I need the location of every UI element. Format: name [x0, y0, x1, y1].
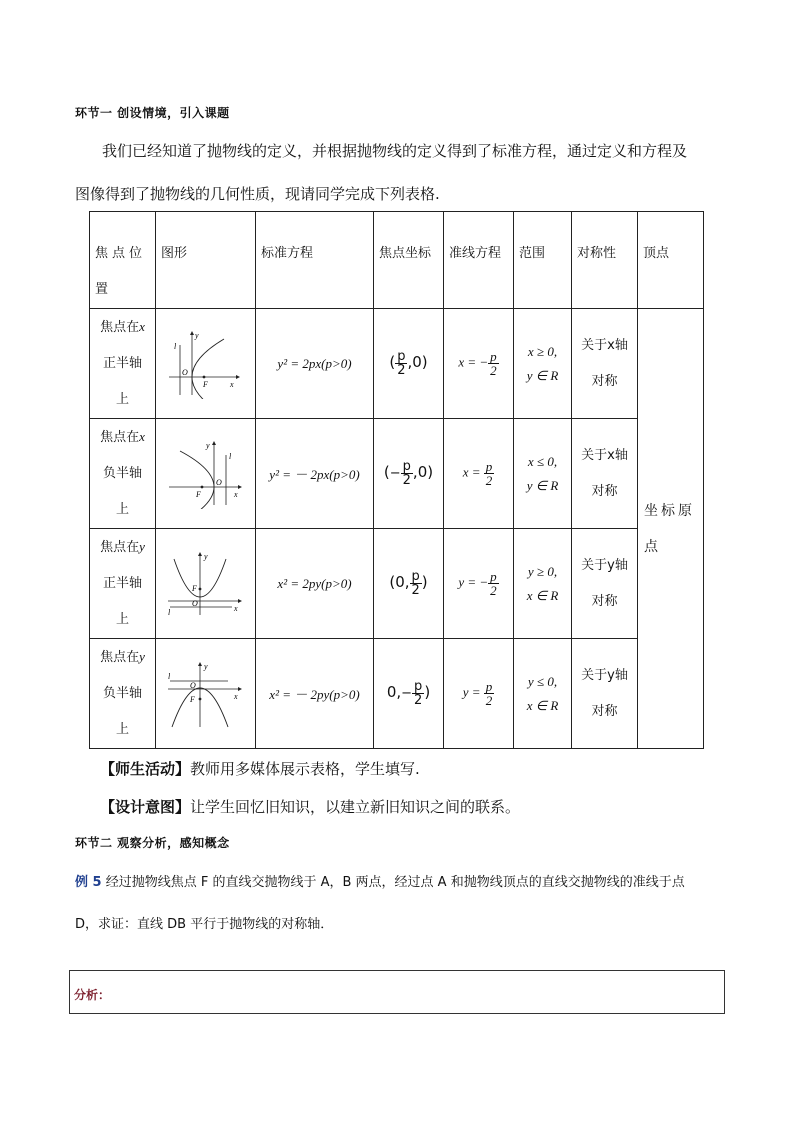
- header-vertex: 顶点: [643, 246, 670, 261]
- header-equation: 标准方程: [261, 246, 314, 261]
- table-header-row: [90, 212, 704, 309]
- svg-text:l: l: [167, 671, 170, 681]
- position-label: 焦点在y 正半轴 上: [100, 539, 145, 627]
- table-row: 焦点在y 负半轴 上 y l O F x x² = － 2py(p>0) 0,− $\frac{p}{2}$ ) y = $\frac{p}{2}$ y ≤ 0, x ∈ R 关于y轴 对称: [90, 639, 704, 749]
- svg-text:l: l: [228, 451, 231, 461]
- svg-text:F: F: [202, 379, 208, 389]
- standard-equation: x² = 2py(p>0): [277, 575, 352, 591]
- svg-text:l: l: [167, 607, 170, 617]
- activity-label: 【师生活动】: [100, 760, 191, 778]
- section-title: 环节一 创设情境，引入课题: [75, 106, 230, 120]
- parabola-graph-left: [166, 439, 246, 509]
- design-intent-note: [100, 796, 520, 817]
- svg-text:O: O: [191, 598, 198, 608]
- svg-text:F: F: [189, 694, 195, 704]
- table-row: 焦点在y 正半轴 上 y F O l x x² = 2py(p>0) (0, $\frac{p}{2}$ ) y = − $\frac{p}{2}$ y ≥ 0, x ∈ R 关于y轴 对称: [90, 529, 704, 639]
- standard-equation: y² = 2px(p>0): [277, 355, 352, 371]
- header-graph: 图形: [161, 246, 188, 261]
- section-title: 环节二 观察分析，感知概念: [75, 836, 230, 850]
- header-directrix: 准线方程: [449, 246, 502, 261]
- position-label: 焦点在y 负半轴 上: [100, 649, 145, 737]
- header-range: 范围: [519, 246, 546, 261]
- intent-label: 【设计意图】: [100, 798, 191, 816]
- header-symmetry: 对称性: [577, 246, 617, 261]
- svg-text:O: O: [181, 367, 188, 377]
- parabola-graph-down: [166, 659, 246, 729]
- standard-equation: y² = － 2px(p>0): [269, 467, 360, 482]
- activity-text: 教师用多媒体展示表格，学生填写.: [190, 760, 420, 778]
- position-label: 焦点在x 正半轴 上: [100, 319, 145, 407]
- svg-text:x: x: [233, 691, 238, 701]
- svg-text:x: x: [229, 379, 234, 389]
- header-position: 焦点位置: [95, 246, 147, 297]
- svg-text:x: x: [233, 489, 238, 499]
- parabola-graph-right: [166, 329, 246, 399]
- intro-paragraph-line1: 我们已经知道了抛物线的定义，并根据抛物线的定义得到了标准方程，通过定义和方程及: [102, 142, 688, 160]
- svg-text:l: l: [173, 341, 176, 351]
- svg-text:x: x: [233, 603, 238, 613]
- table-row: 焦点在x 负半轴 上 l y O F x y² = － 2px(p>0) (− $\frac{p}{2}$ ,0) x = $\frac{p}{2}$ x ≤ 0, y ∈ R 关于x轴 对称: [90, 419, 704, 529]
- activity-note: [100, 758, 420, 779]
- svg-text:y: y: [203, 661, 208, 671]
- example-label: 例 5: [75, 875, 102, 890]
- vertex-value: 坐标原点: [644, 502, 695, 555]
- standard-equation: x² = － 2py(p>0): [269, 687, 360, 702]
- parabola-graph-up: [166, 549, 246, 619]
- svg-text:y: y: [203, 551, 208, 561]
- parabola-properties-table: [89, 211, 704, 749]
- intent-text: 让学生回忆旧知识，以建立新旧知识之间的联系。: [190, 798, 521, 816]
- analysis-box[interactable]: [69, 970, 725, 1014]
- table-row: 焦点在x 正半轴 上 l y O F x y² = 2px(p>0) ( $\frac{p}{2}$ ,0) x = − $\frac{p}{2}$ x ≥ 0, y ∈ R 关于x轴 对称 坐标原点: [90, 309, 704, 419]
- example-line2: D，求证：直线 DB 平行于抛物线的对称轴．: [75, 917, 334, 932]
- intro-paragraph-line2: 图像得到了抛物线的几何性质，现请同学完成下列表格.: [75, 185, 440, 203]
- position-label: 焦点在x 负半轴 上: [100, 429, 145, 517]
- svg-text:F: F: [195, 489, 201, 499]
- analysis-label: 分析：: [74, 988, 111, 1002]
- svg-text:O: O: [189, 680, 196, 690]
- svg-text:y: y: [194, 330, 199, 340]
- svg-text:F: F: [191, 583, 197, 593]
- header-focus: 焦点坐标: [379, 246, 432, 261]
- example-line1: 例 5 经过抛物线焦点 F 的直线交抛物线于 A，B 两点，经过点 A 和抛物线顶点的直线交抛物线的准线于点: [75, 875, 685, 890]
- svg-text:y: y: [205, 440, 210, 450]
- svg-text:O: O: [215, 477, 222, 487]
